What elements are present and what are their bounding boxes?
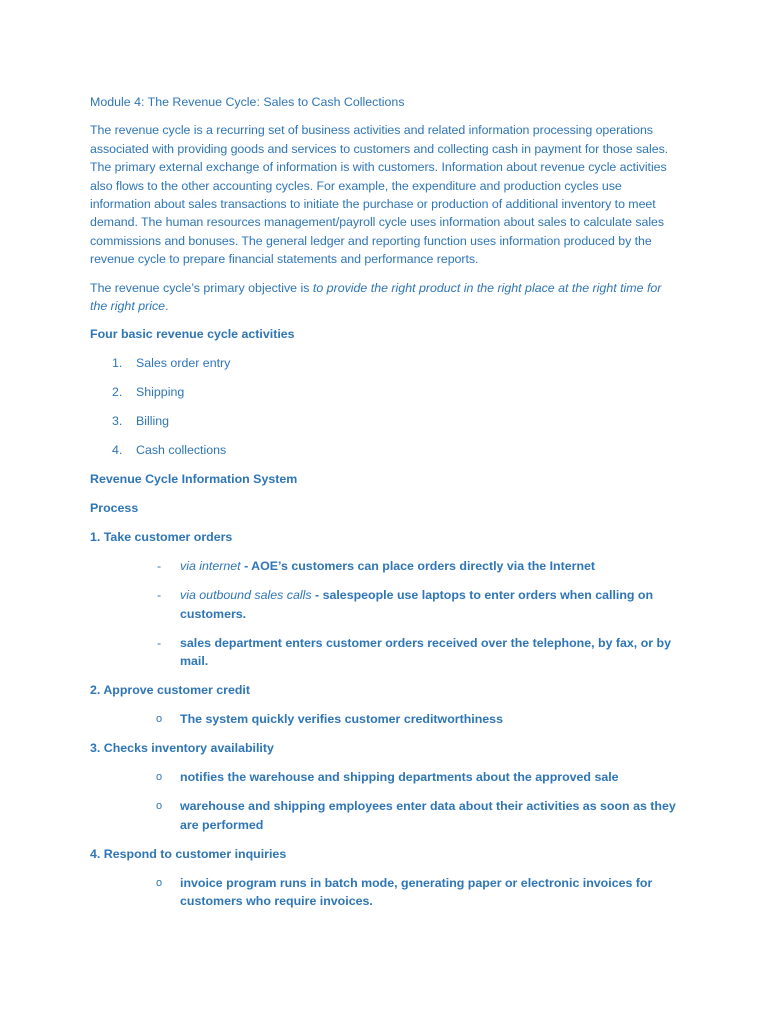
- step-heading: 4. Respond to customer inquiries: [90, 846, 287, 861]
- step-items: [90, 874, 680, 911]
- dash-bullet: -: [157, 635, 162, 650]
- process-heading: Process: [90, 501, 139, 516]
- system-heading: Revenue Cycle Information System: [90, 472, 298, 487]
- list-number: 2.: [112, 385, 123, 400]
- document-page: [90, 93, 680, 921]
- objective-prefix: The revenue cycle’s primary objective is: [90, 280, 313, 295]
- list-item: [90, 354, 680, 372]
- activity-label: Shipping: [136, 385, 185, 400]
- step-items: [90, 768, 680, 834]
- list-number: 3.: [112, 414, 123, 429]
- activity-label: Cash collections: [136, 443, 227, 458]
- circle-bullet: o: [156, 713, 163, 726]
- list-item: [90, 768, 680, 786]
- item-text: The system quickly verifies customer creditworthiness: [180, 712, 503, 727]
- list-item: [90, 797, 680, 834]
- list-number: 1.: [112, 356, 123, 371]
- item-text: invoice program runs in batch mode, generating paper or electronic invoices for customers who require invoices.: [180, 875, 653, 909]
- objective-emphasis: to provide the right product in the right place at the right time for the right price: [90, 280, 662, 314]
- step-heading: 2. Approve customer credit: [90, 683, 250, 698]
- list-item: [90, 710, 680, 728]
- objective-suffix: .: [165, 299, 169, 314]
- list-item: [90, 441, 680, 459]
- step-heading: 1. Take customer orders: [90, 530, 233, 545]
- document-title: Module 4: The Revenue Cycle: Sales to Cash Collections: [90, 95, 405, 109]
- step-items: [90, 557, 680, 670]
- objective-paragraph: [90, 279, 680, 316]
- circle-bullet: o: [156, 876, 163, 889]
- item-text: sales department enters customer orders received over the telephone, by fax, or by mail.: [180, 635, 671, 669]
- item-emphasis: via outbound sales calls: [180, 588, 312, 603]
- list-item: [90, 383, 680, 401]
- circle-bullet: o: [156, 771, 163, 784]
- dash-bullet: -: [157, 559, 162, 574]
- item-text: - salespeople use laptops to enter orders when calling on customers.: [180, 588, 654, 621]
- item-emphasis: via internet: [180, 559, 241, 574]
- step-heading: 3. Checks inventory availability: [90, 741, 274, 756]
- activity-label: Sales order entry: [136, 356, 231, 371]
- list-item: [90, 412, 680, 430]
- item-text: warehouse and shipping employees enter data about their activities as soon as they are performed: [180, 799, 676, 832]
- activities-heading: Four basic revenue cycle activities: [90, 327, 295, 342]
- intro-paragraph: The revenue cycle is a recurring set of business activities and related information processing operations associated with providing goods and services to customers and collecting cash in payment for those sales. The primary external exchange of information is with customers. Information about revenue cycle activities also flows to the other accounting cycles. For example, the expenditure and production cycles use information about sales transactions to initiate the purchase or production of additional inventory to meet demand. The human resources management/payroll cycle uses information about sales to calculate sales commissions and bonuses. The general ledger and reporting function uses information produced by the revenue cycle to prepare financial statements and performance reports.: [90, 123, 669, 267]
- list-item: [90, 874, 680, 911]
- list-item: [90, 634, 680, 671]
- circle-bullet: o: [156, 800, 163, 813]
- list-number: 4.: [112, 443, 123, 458]
- item-text: notifies the warehouse and shipping departments about the approved sale: [180, 770, 619, 785]
- dash-bullet: -: [157, 588, 162, 603]
- step-items: [90, 710, 680, 728]
- list-item: [90, 557, 680, 575]
- activity-label: Billing: [136, 414, 170, 429]
- activities-list: [90, 354, 680, 459]
- item-text: - AOE’s customers can place orders directly via the Internet: [240, 559, 596, 574]
- list-item: [90, 586, 680, 623]
